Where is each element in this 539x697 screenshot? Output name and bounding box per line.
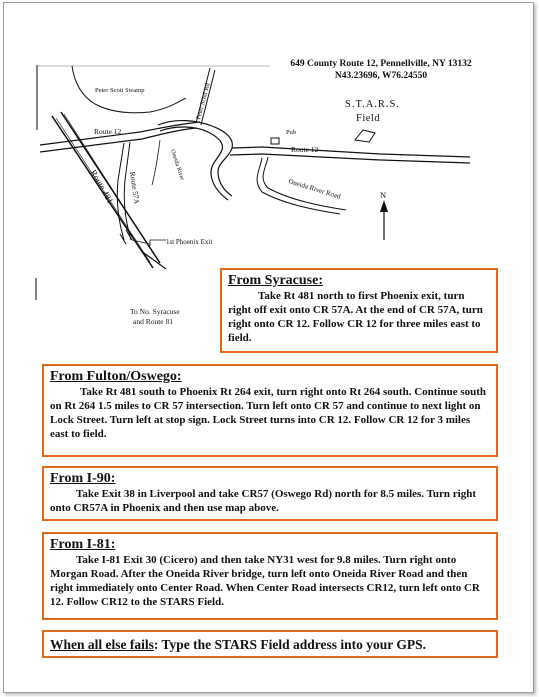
coordinates-line: N43.23696, W76.24550 — [334, 71, 428, 81]
exit-pointer — [150, 240, 166, 246]
directions-fallback — [42, 630, 498, 658]
section-body: Take Rt 481 north to first Phoenix exit, turn right off exit onto CR 57A. At the end of CR 57A, turn right onto CR 12. Follow CR 12 for three miles east to field. — [228, 290, 483, 344]
north-label: N — [380, 190, 387, 200]
section-heading: From Fulton/Oswego: — [50, 369, 182, 384]
field-label: Field — [356, 113, 381, 124]
section-heading: From I-90: — [50, 471, 116, 486]
section-heading: From I-81: — [50, 537, 116, 552]
section-body: Take Rt 481 south to Phoenix Rt 264 exit, turn right onto Rt 264 south. Continue south on Rt 264 1.5 miles to CR 57 intersection. Turn left onto CR 57 and continue to next light on Lock Street. Turn left at stop sign. Lock Street turns into CR 12. Follow CR 12 for 3 miles east to field. — [50, 386, 487, 440]
oneida-river-label: Oneida River — [169, 148, 185, 182]
pub-label: Pub — [286, 129, 297, 136]
directions-from-fulton-oswego — [42, 364, 498, 457]
route-12-east-label: Route 12 — [291, 145, 319, 154]
route-12-east — [232, 147, 470, 157]
dest-line2: and Route 81 — [133, 317, 173, 326]
oneida-river-road-label: Oneida River Road — [287, 177, 342, 201]
section-body: Take I-81 Exit 30 (Cicero) and then take NY31 west for 9.8 miles. Turn right onto Morgan Road. After the Oneida River bridge, turn left onto Oneida River Road and then right immediately onto Center Road. When Center Road intersects CR12, turn left onto CR 12. Follow CR12 to the STARS Field. — [50, 554, 480, 608]
section-body: Take Exit 38 in Liverpool and take CR57 (Oswego Rd) north for 8.5 miles. Turn right onto CR57A in Phoenix and then use map above. — [50, 488, 477, 514]
field-marker — [355, 130, 375, 142]
oneida-river — [158, 121, 232, 196]
section-heading: From Syracuse: — [228, 273, 323, 288]
dest-line1: To No. Syracuse — [130, 307, 180, 316]
swamp-label: Peter Scott Swamp — [95, 87, 145, 94]
route-12-west-label: Route 12 — [94, 127, 122, 136]
route-57a-label: Route 57A — [128, 171, 142, 205]
pub-marker — [271, 138, 279, 144]
fallback-heading: When all else fails — [50, 637, 154, 652]
directions-from-syracuse — [220, 268, 498, 353]
address-line: 649 County Route 12, Pennellville, NY 13132 — [290, 59, 472, 69]
stars-label: S.T.A.R.S. — [345, 99, 401, 110]
field-address — [276, 58, 486, 82]
exit-label: 1st Phoenix Exit — [166, 238, 213, 246]
route-481-label: Route 481 — [88, 168, 116, 206]
north-arrow-icon — [380, 200, 388, 240]
directions-from-i81 — [42, 532, 498, 620]
peter-scott-rd-label: Peter Scott Rd — [195, 82, 212, 121]
directions-from-i90 — [42, 466, 498, 521]
fallback-body: : Type the STARS Field address into your GPS. — [153, 637, 427, 652]
